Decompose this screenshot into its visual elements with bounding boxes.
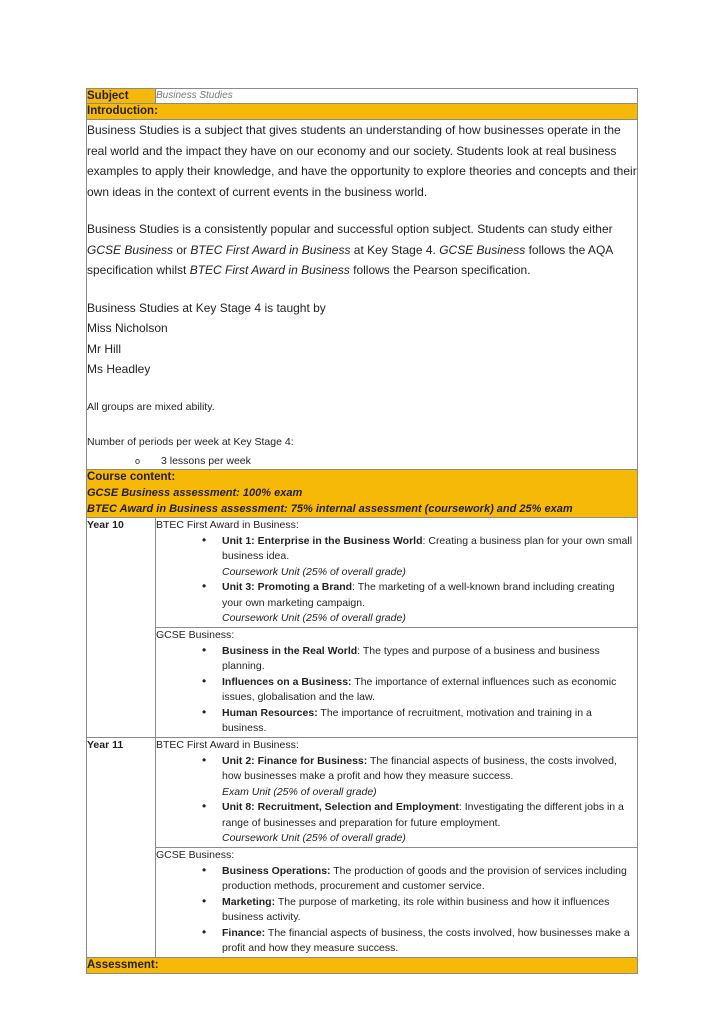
list-item xyxy=(200,800,637,847)
unit-title: Unit 3: Promoting a Brand xyxy=(222,581,353,593)
unit-description: The financial aspects of business, the costs involved, how businesses make a profit and how they measure success. xyxy=(222,754,617,782)
unit-title: Business Operations: xyxy=(222,864,331,877)
unit-title: Unit 2: Finance for Business: xyxy=(222,754,368,767)
unit-note: Coursework Unit (25% of overall grade) xyxy=(222,612,406,624)
list-item xyxy=(200,754,637,801)
teacher-name: Mr Hill xyxy=(87,341,121,356)
qualification-label: BTEC First Award in Business: xyxy=(156,738,299,751)
introduction-heading: Introduction: xyxy=(87,104,638,120)
intro-paragraph-2 xyxy=(87,219,637,281)
unit-list xyxy=(156,534,637,627)
course-content-sub-2: BTEC Award in Business assessment: 75% internal assessment (coursework) and 25% exam xyxy=(87,502,573,515)
year11-btec-cell xyxy=(156,737,638,847)
unit-description: The marketing of a well-known brand including creating your own marketing campaign. xyxy=(222,581,615,609)
subject-value-cell: Business Studies xyxy=(156,89,638,104)
unit-list xyxy=(156,644,637,737)
ability-note: All groups are mixed ability. xyxy=(87,400,215,413)
intro-p2-em-3: GCSE Business xyxy=(439,242,526,257)
subject-label-cell: Subject xyxy=(87,89,156,104)
teaching-staff-block xyxy=(87,298,637,380)
introduction-heading-row xyxy=(87,104,638,120)
unit-description: The types and purpose of a business and business planning. xyxy=(222,644,600,672)
year10-btec-cell xyxy=(156,517,638,627)
year11-gcse-cell xyxy=(156,847,638,957)
unit-list xyxy=(156,754,637,847)
unit-title: Marketing: xyxy=(222,895,276,908)
periods-bullet-item xyxy=(135,453,637,469)
unit-separator: : xyxy=(422,534,426,547)
table-row xyxy=(87,517,638,627)
hollow-bullet-icon: o xyxy=(135,455,141,466)
qualification-label: GCSE Business: xyxy=(156,628,235,641)
introduction-body-row xyxy=(87,120,638,470)
unit-description: The financial aspects of business, the costs involved, how businesses make a profit and how they measure success. xyxy=(222,926,630,954)
intro-paragraph-1: Business Studies is a subject that gives students an understanding of how businesses operate in the real world and the impact they have on our economy and our society. Students look at real business examples to apply their knowledge, and have the opportunity to explore theories and concepts and their own ideas in the context of current events in the business world. xyxy=(87,123,637,199)
intro-p2-text-4: follows the AQA specification whilst xyxy=(87,242,613,277)
unit-separator: : xyxy=(458,801,462,813)
unit-list xyxy=(156,864,637,957)
teacher-name: Miss Nicholson xyxy=(87,321,168,335)
intro-p2-text-2: or xyxy=(173,242,191,257)
course-content-sub-1: GCSE Business assessment: 100% exam xyxy=(87,486,303,499)
intro-p2-em-2: BTEC First Award in Business xyxy=(190,242,351,257)
list-item xyxy=(200,644,637,675)
list-item xyxy=(200,534,637,581)
introduction-body xyxy=(87,120,638,470)
unit-note: Coursework Unit (25% of overall grade) xyxy=(222,832,406,844)
qualification-label: GCSE Business: xyxy=(156,848,235,861)
unit-separator: : xyxy=(352,581,356,593)
unit-note: Exam Unit (25% of overall grade) xyxy=(222,785,377,798)
list-item xyxy=(200,706,637,737)
intro-p2-em-4: BTEC First Award in Business xyxy=(189,263,350,277)
unit-title: Human Resources: xyxy=(222,706,318,719)
year10-gcse-cell xyxy=(156,627,638,737)
year-label-cell: Year 10 xyxy=(87,517,156,737)
unit-note: Coursework Unit (25% of overall grade) xyxy=(222,565,406,578)
unit-title: Unit 1: Enterprise in the Business World xyxy=(222,534,423,547)
intro-p2-text-1: Business Studies is a consistently popular and successful option subject. Students can study either xyxy=(87,222,613,236)
unit-description: Creating a business plan for your own small business idea. xyxy=(222,534,633,562)
unit-description: Investigating the different jobs in a range of businesses and preparation for future employment. xyxy=(222,801,624,829)
intro-p2-em-1: GCSE Business xyxy=(87,242,174,257)
table-row xyxy=(87,847,638,957)
qualification-label: BTEC First Award in Business: xyxy=(156,518,299,531)
unit-title: Finance: xyxy=(222,926,266,939)
unit-title: Influences on a Business: xyxy=(222,675,352,688)
course-content-heading-row xyxy=(87,469,638,517)
subject-row xyxy=(87,89,638,104)
list-item xyxy=(200,675,637,706)
unit-description: The importance of external influences such as economic issues, globalisation and the law. xyxy=(222,675,617,703)
intro-p2-text-5: follows the Pearson specification. xyxy=(349,263,531,277)
teacher-name: Ms Headley xyxy=(87,362,151,376)
unit-separator: : xyxy=(357,644,361,657)
unit-description: The purpose of marketing, its role within business and how it influences business activity. xyxy=(222,895,610,923)
taught-by-line: Business Studies at Key Stage 4 is taught by xyxy=(87,300,326,315)
list-item xyxy=(200,895,637,926)
list-item xyxy=(200,864,637,895)
unit-description: The production of goods and the provision of services including production methods, procurement and customer service. xyxy=(222,864,627,892)
course-content-heading xyxy=(87,469,638,517)
year-label-cell: Year 11 xyxy=(87,737,156,957)
unit-description: The importance of recruitment, motivation and training in a business. xyxy=(222,706,592,734)
assessment-heading: Assessment: xyxy=(87,957,638,973)
table-row xyxy=(87,627,638,737)
list-item xyxy=(200,580,637,627)
list-item xyxy=(200,926,637,957)
table-row xyxy=(87,737,638,847)
assessment-heading-row xyxy=(87,957,638,973)
course-content-title: Course content: xyxy=(87,470,176,483)
curriculum-table xyxy=(86,88,638,974)
periods-value: 3 lessons per week xyxy=(161,454,251,467)
intro-p2-text-3: at Key Stage 4. xyxy=(350,242,440,257)
unit-title: Unit 8: Recruitment, Selection and Employment xyxy=(222,801,459,813)
periods-label: Number of periods per week at Key Stage 4: xyxy=(87,435,294,448)
unit-title: Business in the Real World xyxy=(222,644,358,657)
